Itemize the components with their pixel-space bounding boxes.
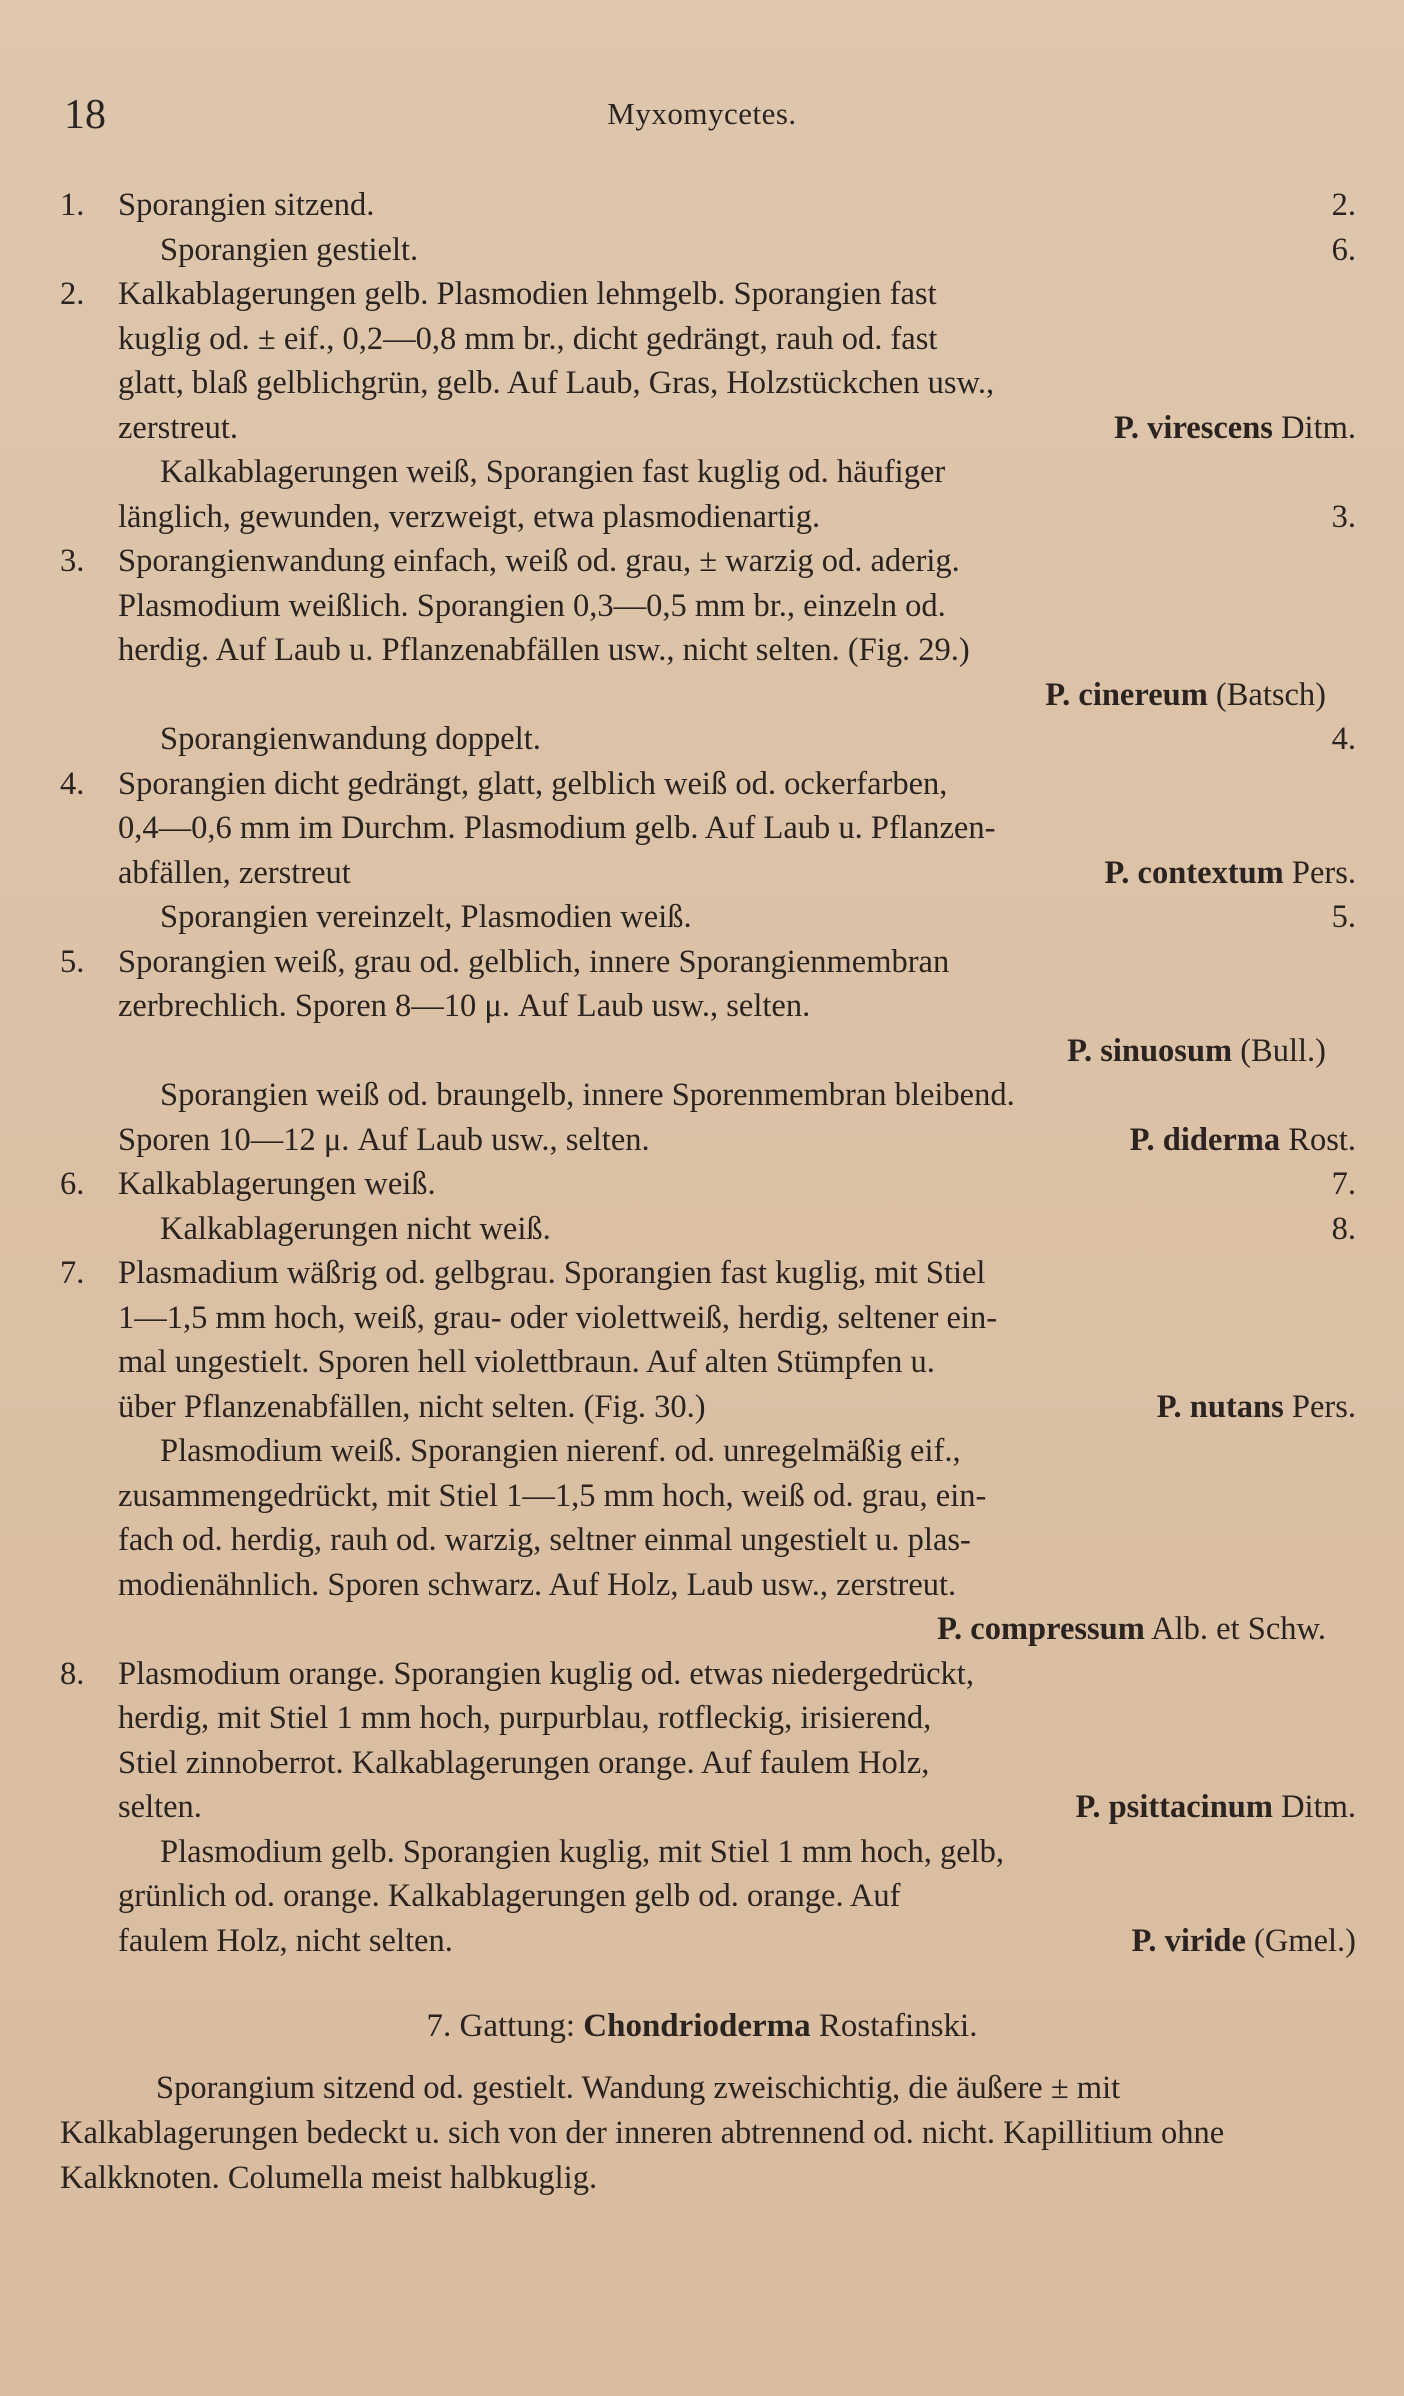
species-binomial: P. viride [1131,1922,1246,1959]
key-line [60,1652,1356,1697]
key-text: zusammengedrückt, mit Stiel 1—1,5 mm hoch, weiß od. grau, ein- [118,1477,987,1514]
key-reference: 2. [1331,187,1356,223]
key-line [60,1785,1356,1830]
key-line [60,628,1356,673]
page-number: 18 [64,92,106,138]
species-author: Ditm. [1281,409,1356,446]
key-line-body [118,762,1356,807]
key-couplet-number: 8. [60,1655,85,1692]
genus-author: Rostafinski. [818,2008,978,2044]
key-text: Sporen 10—12 μ. Auf Laub usw., selten. [118,1121,650,1158]
key-line [60,1073,1356,1118]
key-text: grünlich od. orange. Kalkablagerungen gelb od. orange. Auf [118,1878,901,1914]
species-name [925,1607,1356,1652]
key-line [60,717,1356,762]
key-line-body [118,806,1356,851]
key-text: abfällen, zerstreut [118,854,351,891]
key-line-body [160,1207,1356,1252]
key-text: faulem Holz, nicht selten. [118,1922,453,1959]
key-text: Sporangien dicht gedrängt, glatt, gelblich weiß od. ockerfarben, [118,765,948,802]
key-line-body [160,228,1356,273]
species-author: Rost. [1288,1121,1356,1158]
key-line-body [118,1563,1356,1608]
key-line-body [118,183,1356,228]
key-line-body [160,895,1356,940]
species-binomial: P. nutans [1156,1388,1284,1425]
key-line-body [118,272,1356,317]
key-line-body [118,539,1356,584]
key-text: Kalkablagerungen weiß, Sporangien fast kuglig od. häufiger [160,454,946,490]
key-text: Sporangien vereinzelt, Plasmodien weiß. [160,899,692,935]
genus-name: Chondrioderma [583,2008,811,2044]
species-binomial: P. compressum [937,1611,1145,1647]
key-text: Sporangienwandung doppelt. [160,721,541,757]
key-text: herdig, mit Stiel 1 mm hoch, purpurblau, rotfleckig, irisierend, [118,1700,932,1736]
key-line [60,1118,1356,1163]
key-line-body [118,673,1356,718]
key-line [60,1696,1356,1741]
key-line [60,1385,1356,1430]
key-text: Kalkablagerungen nicht weiß. [160,1210,551,1247]
running-header: Myxomycetes. [607,96,797,131]
key-line-body [118,1118,1356,1163]
key-line-body [160,1073,1356,1118]
key-text: modienähnlich. Sporen schwarz. Auf Holz, Laub usw., zerstreut. [118,1566,957,1603]
key-line [60,1830,1356,1875]
key-line [60,1207,1356,1252]
species-name [1033,673,1356,718]
key-line [60,406,1356,451]
key-couplet-number: 4. [60,765,85,802]
species-author: Alb. et Schw. [1151,1611,1326,1647]
key-text: Plasmodium weiß. Sporangien nierenf. od. unregelmäßig eif., [160,1433,961,1469]
key-reference: 7. [1331,1166,1356,1202]
key-line-body [118,851,1356,896]
key-text: herdig. Auf Laub u. Pflanzenabfällen usw., nicht selten. (Fig. 29.) [118,632,970,668]
key-text: fach od. herdig, rauh od. warzig, seltner einmal ungestielt u. plas- [118,1522,971,1558]
key-line-body [118,1474,1356,1519]
key-text: Sporangien weiß od. braungelb, innere Sporenmembran bleibend. [160,1077,1015,1113]
key-couplet-number: 2. [60,276,85,312]
key-line [60,1874,1356,1919]
key-text: zerbrechlich. Sporen 8—10 μ. Auf Laub usw., selten. [118,988,811,1024]
key-line [60,806,1356,851]
species-binomial: P. diderma [1129,1121,1281,1158]
key-line-body [160,1429,1356,1474]
species-name [1063,1785,1356,1830]
key-couplet-number: 7. [60,1255,85,1291]
key-line-body [118,984,1356,1029]
key-line [60,361,1356,406]
species-binomial: P. psittacinum [1075,1789,1273,1825]
key-line-body [118,1251,1356,1296]
key-text: Sporangienwandung einfach, weiß od. grau, ± warzig od. aderig. [118,543,960,579]
key-reference: 4. [1331,721,1356,757]
species-binomial: P. cinereum [1045,676,1208,713]
key-line [60,183,1356,228]
key-line-body [118,1029,1356,1074]
key-line [60,1251,1356,1296]
species-binomial: P. sinuosum [1067,1032,1233,1069]
key-line-body [118,1696,1356,1741]
key-line-body [160,450,1356,495]
key-couplet-number: 6. [60,1166,85,1202]
species-name [1055,1029,1356,1074]
species-author: Ditm. [1281,1789,1356,1825]
key-line-body [118,940,1356,985]
key-line [60,272,1356,317]
identification-key [60,183,1356,1963]
species-binomial: P. virescens [1114,409,1273,446]
species-name [1118,1118,1356,1163]
key-text: zerstreut. [118,409,239,446]
key-line [60,1741,1356,1786]
key-line-body [160,1830,1356,1875]
key-couplet-number: 3. [60,543,85,579]
key-line-body [118,1874,1356,1919]
key-text: glatt, blaß gelblichgrün, gelb. Auf Laub, Gras, Holzstückchen usw., [118,365,995,401]
genus-description-text: Sporangium sitzend od. gestielt. Wandung zweischichtig, die äußere ± mit Kalkablagerungen bedeckt u. sich von der inneren abtrennend od. nicht. Kapillitium ohne Kalkknoten. Columella meist halbkuglig. [60,2070,1225,2196]
key-line-body [118,1385,1356,1430]
key-line-body [118,584,1356,629]
key-line-body [118,1652,1356,1697]
key-reference: 3. [1331,498,1356,535]
key-line-body [118,1340,1356,1385]
key-text: über Pflanzenabfällen, nicht selten. (Fig. 30.) [118,1388,706,1425]
key-line-body [118,1919,1356,1964]
key-line-body [118,317,1356,362]
genus-heading [0,2008,1404,2045]
key-line [60,1429,1356,1474]
key-line [60,851,1356,896]
key-text: Plasmodium gelb. Sporangien kuglig, mit Stiel 1 mm hoch, gelb, [160,1833,1005,1870]
key-couplet-number: 1. [60,187,85,223]
species-author: (Batsch) [1215,676,1326,713]
key-line [60,895,1356,940]
key-line [60,1162,1356,1207]
genus-description [60,2066,1356,2201]
key-line [60,317,1356,362]
key-text: Plasmodium weißlich. Sporangien 0,3—0,5 mm br., einzeln od. [118,587,946,624]
key-line-body [118,1607,1356,1652]
key-line [60,228,1356,273]
key-text: Plasmadium wäßrig od. gelbgrau. Sporangien fast kuglig, mit Stiel [118,1255,986,1291]
key-line-body [118,1741,1356,1786]
key-line [60,1919,1356,1964]
key-line-body [118,406,1356,451]
key-text: länglich, gewunden, verzweigt, etwa plasmodienartig. [118,498,821,535]
species-author: Pers. [1291,854,1356,891]
species-name [1145,1385,1356,1430]
key-line-body [118,628,1356,673]
key-line-body [118,1785,1356,1830]
key-text: Plasmodium orange. Sporangien kuglig od. etwas niedergedrückt, [118,1655,974,1692]
key-line [60,984,1356,1029]
key-text: Kalkablagerungen weiß. [118,1166,436,1202]
key-text: kuglig od. ± eif., 0,2—0,8 mm br., dicht gedrängt, rauh od. fast [118,320,938,357]
key-text: 0,4—0,6 mm im Durchm. Plasmodium gelb. Auf Laub u. Pflanzen- [118,810,996,846]
key-line [60,495,1356,540]
key-reference: 5. [1331,899,1356,935]
key-text: Sporangien weiß, grau od. gelblich, innere Sporangienmembran [118,943,950,980]
species-author: (Gmel.) [1254,1922,1356,1959]
key-text: selten. [118,1789,202,1825]
key-line [60,1296,1356,1341]
key-line [60,762,1356,807]
key-text: Stiel zinnoberrot. Kalkablagerungen orange. Auf faulem Holz, [118,1744,930,1781]
key-text: Sporangien sitzend. [118,187,375,223]
key-line-body [118,495,1356,540]
key-line [60,940,1356,985]
key-line-body [160,717,1356,762]
key-text: mal ungestielt. Sporen hell violettbraun. Auf alten Stümpfen u. [118,1344,935,1380]
key-line-body [118,361,1356,406]
key-line-body [118,1518,1356,1563]
species-name [1102,406,1356,451]
key-text: Kalkablagerungen gelb. Plasmodien lehmgelb. Sporangien fast [118,276,937,312]
key-line [60,1607,1356,1652]
genus-prefix: 7. Gattung: [426,2008,576,2044]
key-line-body [118,1296,1356,1341]
key-line [60,1518,1356,1563]
species-name [1092,851,1356,896]
key-couplet-number: 5. [60,943,85,980]
species-author: (Bull.) [1240,1032,1326,1069]
key-line [60,1029,1356,1074]
key-line [60,584,1356,629]
key-line [60,1563,1356,1608]
key-line [60,673,1356,718]
key-line [60,539,1356,584]
key-text: 1—1,5 mm hoch, weiß, grau- oder violettweiß, herdig, seltener ein- [118,1299,998,1336]
key-line [60,1474,1356,1519]
species-author: Pers. [1291,1388,1356,1425]
species-binomial: P. contextum [1104,854,1284,891]
key-line [60,1340,1356,1385]
species-name [1120,1919,1356,1964]
key-reference: 8. [1331,1210,1356,1247]
key-reference: 6. [1331,231,1356,268]
key-text: Sporangien gestielt. [160,231,419,268]
key-line-body [118,1162,1356,1207]
key-line [60,450,1356,495]
